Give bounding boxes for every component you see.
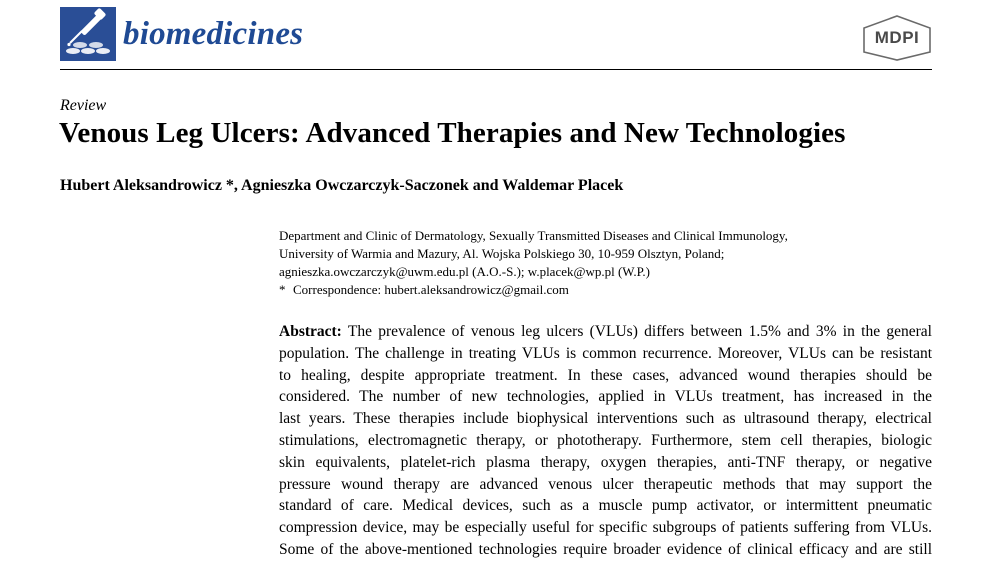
abstract-line: skin equivalents, platelet-rich plasma therapy, oxygen therapies, anti-TNF therapy, or negative (279, 453, 932, 471)
abstract-line (279, 321, 932, 343)
author-list: Hubert Aleksandrowicz *, Agnieszka Owczarczyk-Saczonek and Waldemar Placek (60, 177, 624, 194)
abstract-line: population. The challenge in treating VLUs is common recurrence. Moreover, VLUs can be resistant (279, 344, 932, 362)
abstract-label: Abstract: (279, 323, 342, 340)
abstract-line: to healing, despite appropriate treatment. In these cases, advanced wound therapies should be (279, 366, 932, 384)
abstract-section (279, 321, 932, 561)
article-title: Venous Leg Ulcers: Advanced Therapies and New Technologies (59, 117, 846, 149)
abstract-line: considered. The number of new technologies, applied in VLUs treatment, has increased in the (279, 388, 932, 406)
affiliations-block (279, 227, 788, 299)
correspondence-line (279, 281, 788, 299)
abstract-line: Some of the above-mentioned technologies require broader evidence of clinical efficacy and are still (279, 540, 932, 558)
abstract-line: stimulations, electromagnetic therapy, or phototherapy. Furthermore, stem cell therapies, biologic (279, 431, 932, 449)
journal-name[interactable]: biomedicines (123, 16, 304, 52)
abstract-line: standard of care. Medical devices, such as a muscle pump activator, or intermittent pneumatic (279, 497, 932, 515)
correspondence-email[interactable]: Correspondence: hubert.aleksandrowicz@gmail.com (293, 282, 569, 297)
publisher-logo[interactable] (860, 14, 934, 62)
affiliation-line: University of Warmia and Mazury, Al. Wojska Polskiego 30, 10-959 Olsztyn, Poland; (279, 246, 725, 261)
publisher-name: MDPI (874, 28, 920, 47)
article-type: Review (60, 97, 107, 114)
pipette-icon (60, 7, 116, 61)
affiliation-email-line: agnieszka.owczarczyk@uwm.edu.pl (A.O.-S.); w.placek@wp.pl (W.P.) (279, 264, 650, 279)
header-divider (60, 69, 932, 70)
abstract-line: pressure wound therapy are advanced venous ulcer therapeutic methods that may support the (279, 475, 932, 493)
abstract-line: last years. These therapies include biophysical interventions such as ultrasound therapy, electrical (279, 410, 932, 428)
affiliation-line: Department and Clinic of Dermatology, Sexually Transmitted Diseases and Clinical Immunology, (279, 228, 788, 243)
correspondence-marker: * (279, 282, 286, 297)
abstract-text: The prevalence of venous leg ulcers (VLUs) differs between 1.5% and 3% in the general (347, 323, 932, 340)
journal-logo-icon (60, 7, 116, 61)
abstract-line: compression device, may be especially useful for specific subgroups of patients suffering from VLUs. (279, 519, 932, 537)
